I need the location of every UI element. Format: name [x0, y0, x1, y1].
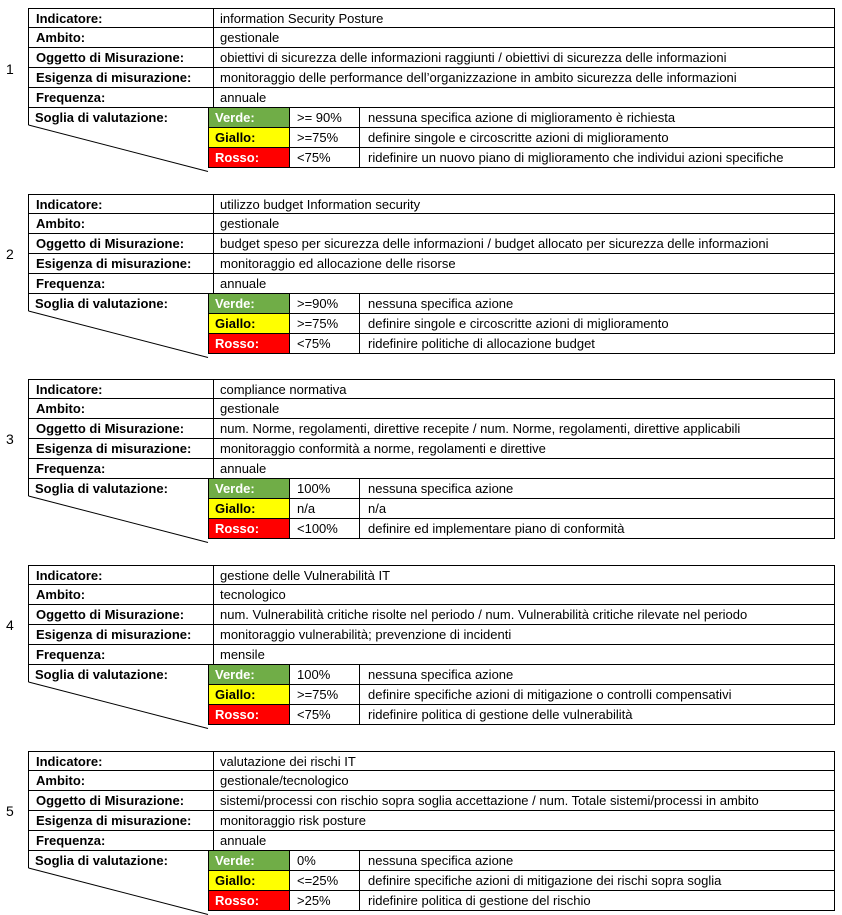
frequenza-label: Frequenza:: [36, 647, 106, 662]
rosso-threshold-cell: [289, 705, 360, 724]
esigenza-value: monitoraggio ed allocazione delle risorse: [220, 256, 456, 271]
rosso-status-cell: [209, 148, 289, 167]
rosso-action-cell: [359, 891, 834, 910]
rosso-label: Rosso:: [215, 150, 260, 165]
giallo-action: definire singole e circoscritte azioni di miglioramento: [368, 130, 669, 145]
indicatore-label: Indicatore:: [36, 754, 103, 769]
verde-status-cell: [209, 851, 289, 870]
indicator-number: 2: [6, 246, 14, 262]
ambito-value: gestionale/tecnologico: [220, 773, 349, 788]
rosso-threshold: <75%: [297, 336, 331, 351]
frequenza-label: Frequenza:: [36, 461, 106, 476]
row-esigenza: [28, 254, 835, 274]
diagonal-line: [29, 496, 209, 543]
oggetto-value: budget speso per sicurezza delle informazioni / budget allocato per sicurezza delle informazioni: [220, 236, 769, 251]
verde-action: nessuna specifica azione di miglioramento è richiesta: [368, 110, 676, 125]
threshold-row-verde: [208, 851, 835, 871]
giallo-threshold: >=75%: [297, 687, 339, 702]
row-frequenza: [28, 459, 835, 479]
oggetto-cell: [213, 605, 834, 624]
ambito-label: Ambito:: [36, 216, 86, 231]
row-frequenza: [28, 645, 835, 665]
giallo-label: Giallo:: [215, 873, 256, 888]
rosso-action-cell: [359, 705, 834, 724]
ambito-value: gestionale: [220, 30, 280, 45]
indicatore-cell: [213, 566, 834, 584]
giallo-status-cell: [209, 499, 289, 518]
ambito-cell: [213, 214, 834, 233]
rosso-status-cell: [209, 891, 289, 910]
indicator-number: 5: [6, 803, 14, 819]
oggetto-value: obiettivi di sicurezza delle informazioni raggiunti / obiettivi di sicurezza delle informazioni: [220, 50, 727, 65]
rosso-status-cell: [209, 705, 289, 724]
verde-threshold-cell: [289, 851, 360, 870]
row-esigenza: [28, 68, 835, 88]
indicatore-value: valutazione dei rischi IT: [220, 754, 356, 769]
row-esigenza: [28, 439, 835, 459]
diagonal-border: [28, 665, 208, 729]
indicatore-label: Indicatore:: [36, 568, 103, 583]
threshold-row-giallo: [208, 314, 835, 334]
threshold-row-verde: [208, 665, 835, 685]
threshold-row-rosso: [208, 334, 835, 354]
esigenza-cell: [213, 68, 834, 87]
indicator-table: [28, 194, 835, 358]
soglia-label: Soglia di valutazione:: [35, 110, 168, 125]
rosso-status-cell: [209, 519, 289, 538]
esigenza-label: Esigenza di misurazione:: [36, 256, 192, 271]
rosso-action: ridefinire politiche di allocazione budget: [368, 336, 595, 351]
verde-threshold: >=90%: [297, 296, 339, 311]
row-oggetto: [28, 48, 835, 68]
oggetto-value: sistemi/processi con rischio sopra soglia accettazione / num. Totale sistemi/processi in ambito: [220, 793, 759, 808]
verde-threshold-cell: [289, 108, 360, 127]
giallo-action: n/a: [368, 501, 387, 516]
diagonal-border: [28, 108, 208, 172]
giallo-action-cell: [359, 871, 834, 890]
soglia-label: Soglia di valutazione:: [35, 853, 168, 868]
oggetto-label: Oggetto di Misurazione:: [36, 236, 185, 251]
threshold-row-giallo: [208, 685, 835, 705]
verde-action-cell: [359, 479, 834, 498]
giallo-action-cell: [359, 685, 834, 704]
row-frequenza: [28, 88, 835, 108]
ambito-label: Ambito:: [36, 30, 86, 45]
threshold-row-giallo: [208, 128, 835, 148]
giallo-threshold-cell: [289, 499, 360, 518]
rosso-threshold-cell: [289, 334, 360, 353]
rosso-threshold: <75%: [297, 150, 331, 165]
row-ambito: [28, 399, 835, 419]
rosso-action: ridefinire politica di gestione delle vulnerabilità: [368, 707, 633, 722]
giallo-label: Giallo:: [215, 316, 256, 331]
esigenza-cell: [213, 439, 834, 458]
soglia-label: Soglia di valutazione:: [35, 296, 168, 311]
rosso-action: ridefinire politica di gestione del rischio: [368, 893, 591, 908]
threshold-row-rosso: [208, 148, 835, 168]
verde-label: Verde:: [215, 296, 255, 311]
rosso-label: Rosso:: [215, 521, 260, 536]
diagonal-border: [28, 851, 208, 915]
rosso-threshold-cell: [289, 519, 360, 538]
rosso-action: definire ed implementare piano di conformità: [368, 521, 625, 536]
frequenza-value: annuale: [220, 461, 267, 476]
verde-action-cell: [359, 294, 834, 313]
indicatore-cell: [213, 195, 834, 213]
row-oggetto: [28, 605, 835, 625]
verde-action: nessuna specifica azione: [368, 481, 514, 496]
indicator-number: 3: [6, 431, 14, 447]
threshold-row-rosso: [208, 705, 835, 725]
giallo-threshold: n/a: [297, 501, 316, 516]
esigenza-value: monitoraggio delle performance dell’organizzazione in ambito sicurezza delle informazioni: [220, 70, 737, 85]
indicatore-label: Indicatore:: [36, 382, 103, 397]
row-esigenza: [28, 811, 835, 831]
rosso-action: ridefinire un nuovo piano di miglioramento che individui azioni specifiche: [368, 150, 784, 165]
rosso-threshold-cell: [289, 148, 360, 167]
row-indicatore: [28, 8, 835, 28]
threshold-row-rosso: [208, 891, 835, 911]
indicatore-value: information Security Posture: [220, 11, 384, 26]
row-frequenza: [28, 831, 835, 851]
giallo-label: Giallo:: [215, 130, 256, 145]
ambito-label: Ambito:: [36, 587, 86, 602]
indicatore-cell: [213, 380, 834, 398]
esigenza-cell: [213, 811, 834, 830]
esigenza-label: Esigenza di misurazione:: [36, 627, 192, 642]
row-indicatore: [28, 379, 835, 399]
giallo-action: definire specifiche azioni di mitigazione o controlli compensativi: [368, 687, 732, 702]
rosso-threshold: >25%: [297, 893, 331, 908]
row-indicatore: [28, 565, 835, 585]
giallo-threshold-cell: [289, 871, 360, 890]
verde-status-cell: [209, 479, 289, 498]
oggetto-cell: [213, 419, 834, 438]
frequenza-label: Frequenza:: [36, 90, 106, 105]
verde-action-cell: [359, 851, 834, 870]
oggetto-label: Oggetto di Misurazione:: [36, 50, 185, 65]
giallo-status-cell: [209, 314, 289, 333]
verde-threshold: 100%: [297, 667, 331, 682]
frequenza-value: annuale: [220, 90, 267, 105]
giallo-action: definire singole e circoscritte azioni di miglioramento: [368, 316, 669, 331]
esigenza-value: monitoraggio conformità a norme, regolamenti e direttive: [220, 441, 546, 456]
verde-status-cell: [209, 108, 289, 127]
verde-action: nessuna specifica azione: [368, 667, 514, 682]
giallo-action: definire specifiche azioni di mitigazione dei rischi sopra soglia: [368, 873, 722, 888]
ambito-cell: [213, 399, 834, 418]
giallo-threshold: >=75%: [297, 130, 339, 145]
indicatore-value: gestione delle Vulnerabilità IT: [220, 568, 391, 583]
indicator-number: 1: [6, 61, 14, 77]
giallo-action-cell: [359, 314, 834, 333]
diagonal-line: [29, 311, 209, 358]
giallo-label: Giallo:: [215, 687, 256, 702]
verde-label: Verde:: [215, 853, 255, 868]
oggetto-label: Oggetto di Misurazione:: [36, 421, 185, 436]
rosso-status-cell: [209, 334, 289, 353]
indicatore-label: Indicatore:: [36, 197, 103, 212]
esigenza-label: Esigenza di misurazione:: [36, 70, 192, 85]
indicator-table: [28, 565, 835, 729]
rosso-action-cell: [359, 519, 834, 538]
verde-threshold-cell: [289, 479, 360, 498]
esigenza-cell: [213, 625, 834, 644]
threshold-row-giallo: [208, 871, 835, 891]
giallo-threshold: >=75%: [297, 316, 339, 331]
threshold-row-rosso: [208, 519, 835, 539]
giallo-status-cell: [209, 685, 289, 704]
verde-label: Verde:: [215, 110, 255, 125]
oggetto-cell: [213, 48, 834, 67]
threshold-row-verde: [208, 108, 835, 128]
giallo-threshold: <=25%: [297, 873, 339, 888]
frequenza-cell: [213, 88, 834, 107]
verde-label: Verde:: [215, 667, 255, 682]
frequenza-cell: [213, 645, 834, 664]
indicator-table: [28, 8, 835, 172]
frequenza-cell: [213, 459, 834, 478]
row-oggetto: [28, 791, 835, 811]
ambito-cell: [213, 771, 834, 790]
rosso-label: Rosso:: [215, 707, 260, 722]
giallo-threshold-cell: [289, 314, 360, 333]
ambito-value: gestionale: [220, 216, 280, 231]
diagonal-border: [28, 294, 208, 358]
row-frequenza: [28, 274, 835, 294]
oggetto-label: Oggetto di Misurazione:: [36, 793, 185, 808]
row-ambito: [28, 585, 835, 605]
giallo-action-cell: [359, 499, 834, 518]
frequenza-label: Frequenza:: [36, 833, 106, 848]
ambito-label: Ambito:: [36, 773, 86, 788]
row-indicatore: [28, 751, 835, 771]
threshold-row-verde: [208, 294, 835, 314]
verde-threshold-cell: [289, 665, 360, 684]
ambito-label: Ambito:: [36, 401, 86, 416]
indicatore-value: utilizzo budget Information security: [220, 197, 421, 212]
ambito-cell: [213, 585, 834, 604]
rosso-action-cell: [359, 334, 834, 353]
row-oggetto: [28, 419, 835, 439]
threshold-row-verde: [208, 479, 835, 499]
verde-threshold-cell: [289, 294, 360, 313]
frequenza-value: annuale: [220, 833, 267, 848]
verde-status-cell: [209, 294, 289, 313]
diagonal-line: [29, 682, 209, 729]
rosso-threshold: <75%: [297, 707, 331, 722]
giallo-threshold-cell: [289, 685, 360, 704]
esigenza-value: monitoraggio vulnerabilità; prevenzione di incidenti: [220, 627, 512, 642]
verde-threshold: 100%: [297, 481, 331, 496]
soglia-label: Soglia di valutazione:: [35, 667, 168, 682]
ambito-value: tecnologico: [220, 587, 286, 602]
soglia-label: Soglia di valutazione:: [35, 481, 168, 496]
ambito-cell: [213, 28, 834, 47]
indicatore-label: Indicatore:: [36, 11, 103, 26]
verde-action: nessuna specifica azione: [368, 853, 514, 868]
verde-action: nessuna specifica azione: [368, 296, 514, 311]
esigenza-label: Esigenza di misurazione:: [36, 813, 192, 828]
oggetto-value: num. Norme, regolamenti, direttive recepite / num. Norme, regolamenti, direttive applicabili: [220, 421, 741, 436]
ambito-value: gestionale: [220, 401, 280, 416]
giallo-status-cell: [209, 871, 289, 890]
row-ambito: [28, 771, 835, 791]
indicator-table: [28, 751, 835, 915]
frequenza-cell: [213, 831, 834, 850]
frequenza-value: mensile: [220, 647, 265, 662]
row-ambito: [28, 28, 835, 48]
diagonal-line: [29, 125, 209, 172]
rosso-threshold-cell: [289, 891, 360, 910]
indicatore-cell: [213, 9, 834, 27]
verde-threshold: >= 90%: [297, 110, 342, 125]
rosso-label: Rosso:: [215, 336, 260, 351]
indicatore-cell: [213, 752, 834, 770]
verde-threshold: 0%: [297, 853, 316, 868]
giallo-action-cell: [359, 128, 834, 147]
esigenza-cell: [213, 254, 834, 273]
oggetto-cell: [213, 234, 834, 253]
giallo-threshold-cell: [289, 128, 360, 147]
verde-status-cell: [209, 665, 289, 684]
threshold-row-giallo: [208, 499, 835, 519]
indicator-table: [28, 379, 835, 543]
row-ambito: [28, 214, 835, 234]
esigenza-value: monitoraggio risk posture: [220, 813, 366, 828]
diagonal-border: [28, 479, 208, 543]
row-oggetto: [28, 234, 835, 254]
rosso-action-cell: [359, 148, 834, 167]
row-indicatore: [28, 194, 835, 214]
indicator-number: 4: [6, 617, 14, 633]
indicatore-value: compliance normativa: [220, 382, 347, 397]
giallo-label: Giallo:: [215, 501, 256, 516]
diagonal-line: [29, 868, 209, 915]
verde-action-cell: [359, 108, 834, 127]
oggetto-value: num. Vulnerabilità critiche risolte nel periodo / num. Vulnerabilità critiche rilevate nel periodo: [220, 607, 748, 622]
frequenza-label: Frequenza:: [36, 276, 106, 291]
frequenza-value: annuale: [220, 276, 267, 291]
rosso-label: Rosso:: [215, 893, 260, 908]
rosso-threshold: <100%: [297, 521, 338, 536]
oggetto-cell: [213, 791, 834, 810]
giallo-status-cell: [209, 128, 289, 147]
oggetto-label: Oggetto di Misurazione:: [36, 607, 185, 622]
verde-action-cell: [359, 665, 834, 684]
verde-label: Verde:: [215, 481, 255, 496]
row-esigenza: [28, 625, 835, 645]
esigenza-label: Esigenza di misurazione:: [36, 441, 192, 456]
frequenza-cell: [213, 274, 834, 293]
